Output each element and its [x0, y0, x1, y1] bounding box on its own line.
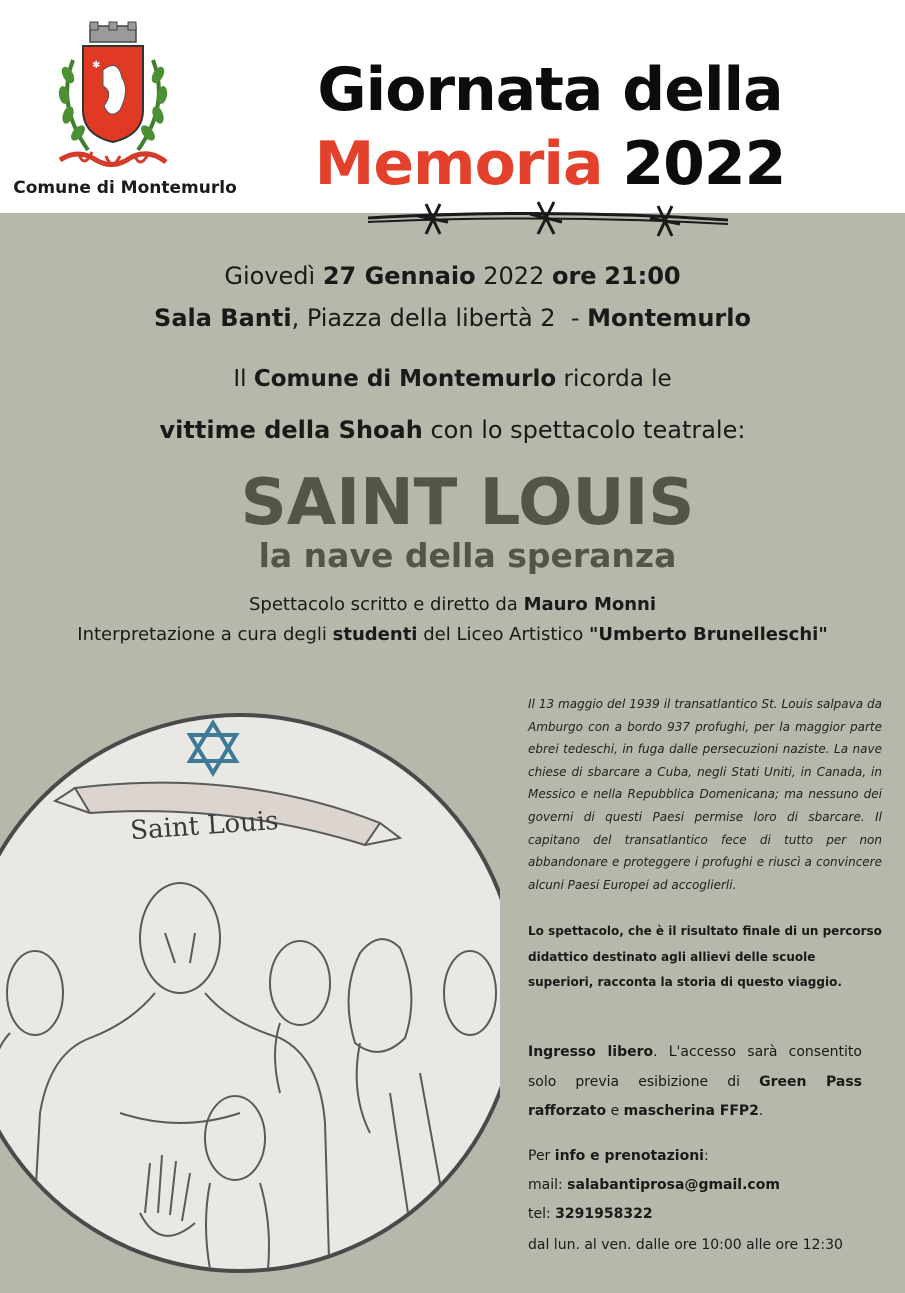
- svg-text:✱: ✱: [92, 60, 101, 71]
- info-hours: dal lun. al ven. dalle ore 10:00 alle ore 12:30: [528, 1237, 843, 1253]
- barbed-wire-icon: [368, 196, 728, 242]
- intro-pre: Il: [233, 366, 247, 392]
- access-end: .: [758, 1103, 764, 1119]
- event-date-day: 27 Gennaio: [322, 262, 476, 290]
- access-text1: . L'accesso sarà consentito solo previa esibizione di: [528, 1044, 862, 1090]
- event-time: 21:00: [604, 262, 681, 290]
- author-pre: Spettacolo scritto e diretto da: [248, 594, 518, 615]
- access-info: [528, 1038, 862, 1127]
- author-name: Mauro Monni: [523, 594, 657, 615]
- mask-requirement: mascherina FFP2: [623, 1103, 759, 1119]
- intro-line1: [0, 366, 905, 392]
- show-description: Lo spettacolo, che è il risultato finale di un percorso didattico destinato agli allievi delle scuole superiori, racconta la storia di questo viaggio.: [528, 924, 882, 990]
- interp-bold: studenti: [332, 624, 418, 645]
- access-text2: e: [610, 1103, 620, 1119]
- event-date: [0, 262, 905, 290]
- info-tel: [528, 1206, 898, 1222]
- intro-post: ricorda le: [563, 366, 672, 392]
- page-title-line1: Giornata della: [317, 55, 783, 125]
- saint-louis-drawing: [0, 693, 500, 1293]
- story-description: Il 13 maggio del 1939 il transatlantico St. Louis salpava da Amburgo con a bordo 937 profughi, per la maggior parte ebrei tedeschi, in fuga dalle persecuzioni naziste. La nave chiese di sbarcare a Cuba, negli Stati Uniti, in Canada, in Messico e nella Repubblica Domenicana; ma nessuno dei governi di questi Paesi permise loro di sbarcare. Il capitano del transatlantico fece di tutto per non abbandonare e proteggere i profughi e riuscì a convincere alcuni Paesi Europei ad accoglierli.: [528, 697, 882, 892]
- intro-post2: con lo spettacolo teatrale:: [430, 416, 746, 444]
- intro-org: Comune di Montemurlo: [253, 366, 557, 392]
- free-entry: Ingresso libero: [528, 1044, 654, 1060]
- coat-of-arms-icon: [48, 20, 178, 180]
- info-colon: :: [703, 1148, 709, 1164]
- show-subtitle: la nave della speranza: [258, 536, 677, 575]
- banner-text: Saint Louis: [129, 805, 280, 847]
- mail-link[interactable]: salabantiprosa@gmail.com: [567, 1177, 780, 1193]
- show-author: [0, 594, 905, 615]
- info-pre: Per: [528, 1148, 551, 1164]
- info-mail: [528, 1177, 898, 1193]
- interp-mid: del Liceo Artistico: [423, 624, 584, 645]
- event-year: 2022: [483, 262, 545, 290]
- intro-line2: [0, 416, 905, 444]
- event-day: Giovedì: [224, 262, 316, 290]
- show-title: SAINT LOUIS: [240, 466, 695, 540]
- venue-address: , Piazza della libertà 2 -: [291, 304, 588, 332]
- municipality-label: Comune di Montemurlo: [13, 178, 237, 198]
- info-heading: [528, 1148, 898, 1164]
- event-time-prefix: ore: [551, 262, 597, 290]
- event-venue: [0, 304, 905, 332]
- intro-victims: vittime della Shoah: [159, 416, 423, 444]
- venue-name: Sala Banti: [154, 304, 292, 332]
- green-pass: Green Pass rafforzato: [528, 1073, 863, 1119]
- school-name: "Umberto Brunelleschi": [589, 624, 828, 645]
- page-title-line2: [300, 126, 800, 202]
- tel-number[interactable]: 3291958322: [555, 1206, 653, 1222]
- title-word-memoria: Memoria: [314, 129, 603, 199]
- title-year: 2022: [622, 129, 786, 199]
- tel-label: tel:: [528, 1206, 551, 1222]
- mail-label: mail:: [528, 1177, 563, 1193]
- info-label: info e prenotazioni: [554, 1148, 704, 1164]
- interp-pre: Interpretazione a cura degli: [77, 624, 327, 645]
- show-interpretation: [0, 624, 905, 645]
- venue-town: Montemurlo: [587, 304, 751, 332]
